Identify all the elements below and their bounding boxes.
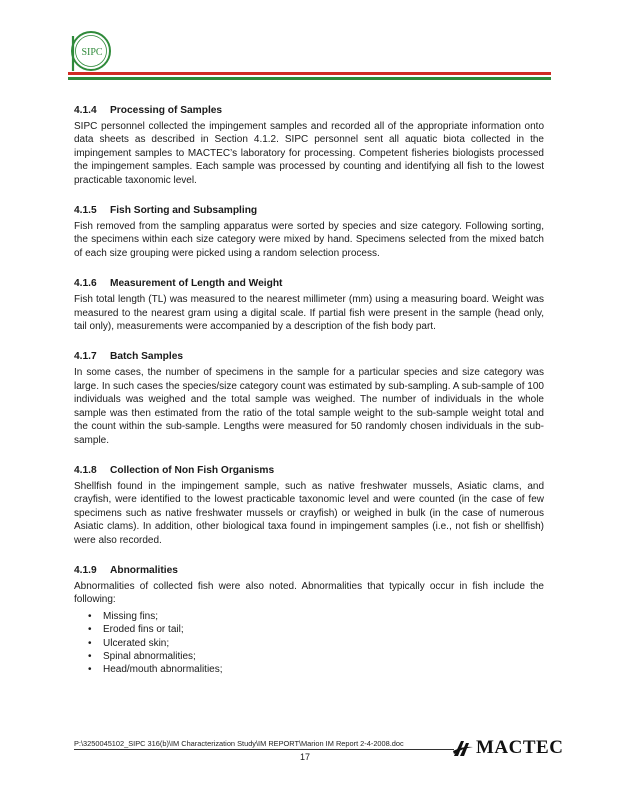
section-processing-of-samples (74, 104, 544, 187)
bullet-icon: • (88, 624, 92, 636)
section-non-fish-organisms (74, 464, 544, 547)
bullet-icon: • (88, 637, 92, 649)
section-number: 4.1.8 (74, 464, 97, 476)
section-number: 4.1.6 (74, 278, 97, 290)
section-title: Abnormalities (110, 564, 178, 576)
section-number: 4.1.5 (74, 205, 97, 217)
section-heading (74, 204, 544, 218)
mactec-logo (452, 736, 563, 760)
section-paragraph: Fish total length (TL) was measured to the nearest millimeter (mm) using a measuring board. Weight was measured to the nearest gram using a digital scale. If partial fish were present in the sample (head only, tail only), measurements were accompanied by a description of the fish body part. (74, 294, 544, 333)
section-abnormalities (74, 564, 544, 677)
bullet-icon: • (88, 610, 92, 622)
list-item: • Eroded fins or tail; (88, 624, 184, 636)
section-title: Collection of Non Fish Organisms (110, 464, 275, 476)
footer-file-path: P:\3250045102_SIPC 316(b)\IM Characterization Study\IM REPORT\Marion IM Report 2-4-2008.doc (74, 739, 404, 748)
list-item: • Spinal abnormalities; (88, 650, 196, 662)
section-heading (74, 464, 544, 478)
bullet-icon: • (88, 664, 92, 676)
list-item: • Ulcerated skin; (88, 637, 170, 649)
section-number: 4.1.4 (74, 105, 97, 116)
section-number: 4.1.9 (74, 564, 97, 576)
section-heading (74, 104, 544, 118)
section-title: Batch Samples (110, 351, 184, 363)
sipc-logo (68, 28, 114, 74)
section-title: Fish Sorting and Subsampling (110, 205, 258, 217)
section-number: 4.1.7 (74, 351, 97, 363)
bullet-icon: • (88, 650, 92, 662)
section-paragraph: Shellfish found in the impingement sample, such as native freshwater mussels, Asiatic clams, and crayfish, were identified to the lowest practicable taxonomic level and were counted (in the case of few specimens such as native freshwater mussels or crayfish) or weighed in bulk (in the case of numerous Asiatic clams). In addition, other biological taxa found in impingement samples (i.e., not fish or shellfish) were also recorded. (74, 480, 544, 546)
section-paragraph: In some cases, the number of specimens in the sample for a particular species and size category was large. In such cases the species/size category count was estimated by sub-sampling. A sub-sample of 100 individuals was weighed and the total sample was weighed. The number of individuals in the whole sample was then estimated from the ratio of the total sample weight to the sub-sample weight total and the count within the sub-sample. Lengths were measured for 50 randomly chosen individuals in the sub-sample. (74, 367, 544, 446)
section-paragraph: SIPC personnel collected the impingement samples and recorded all of the appropriate information onto data sheets as described in Section 4.1.2. SIPC personnel sent all aquatic biota collected in the impingement samples to MACTEC’s laboratory for processing. Competent fisheries biologists processed the impingement samples. Each sample was processed by counting and identifying all fish to the lowest practicable taxonomic level. (74, 121, 544, 186)
document-body (74, 104, 544, 694)
abnormalities-list (74, 610, 544, 677)
section-paragraph: Fish removed from the sampling apparatus were sorted by species and size category. Following sorting, the specimens within each size category were mixed by hand. Specimens selected from the mixed batch of each size grouping were picked using a random selection process. (74, 221, 544, 259)
section-heading (74, 350, 544, 364)
list-item: • Head/mouth abnormalities; (88, 664, 223, 676)
header-green-rule (68, 77, 551, 80)
mactec-logo-text: MACTEC (476, 737, 564, 758)
sipc-logo-text: SIPC (81, 47, 103, 58)
section-heading (74, 564, 544, 578)
footer-rule (74, 749, 454, 750)
page-number: 17 (300, 752, 311, 762)
section-fish-sorting (74, 204, 544, 260)
section-title: Processing of Samples (110, 105, 223, 116)
list-item: • Missing fins; (88, 610, 159, 622)
mactec-swoosh-icon (452, 738, 474, 758)
header-red-rule (68, 72, 551, 75)
section-batch-samples (74, 350, 544, 446)
section-title: Measurement of Length and Weight (110, 278, 283, 290)
section-measurement (74, 277, 544, 333)
section-paragraph: Abnormalities of collected fish were also noted. Abnormalities that typically occur in fish include the following: (74, 580, 544, 606)
section-heading (74, 277, 544, 291)
